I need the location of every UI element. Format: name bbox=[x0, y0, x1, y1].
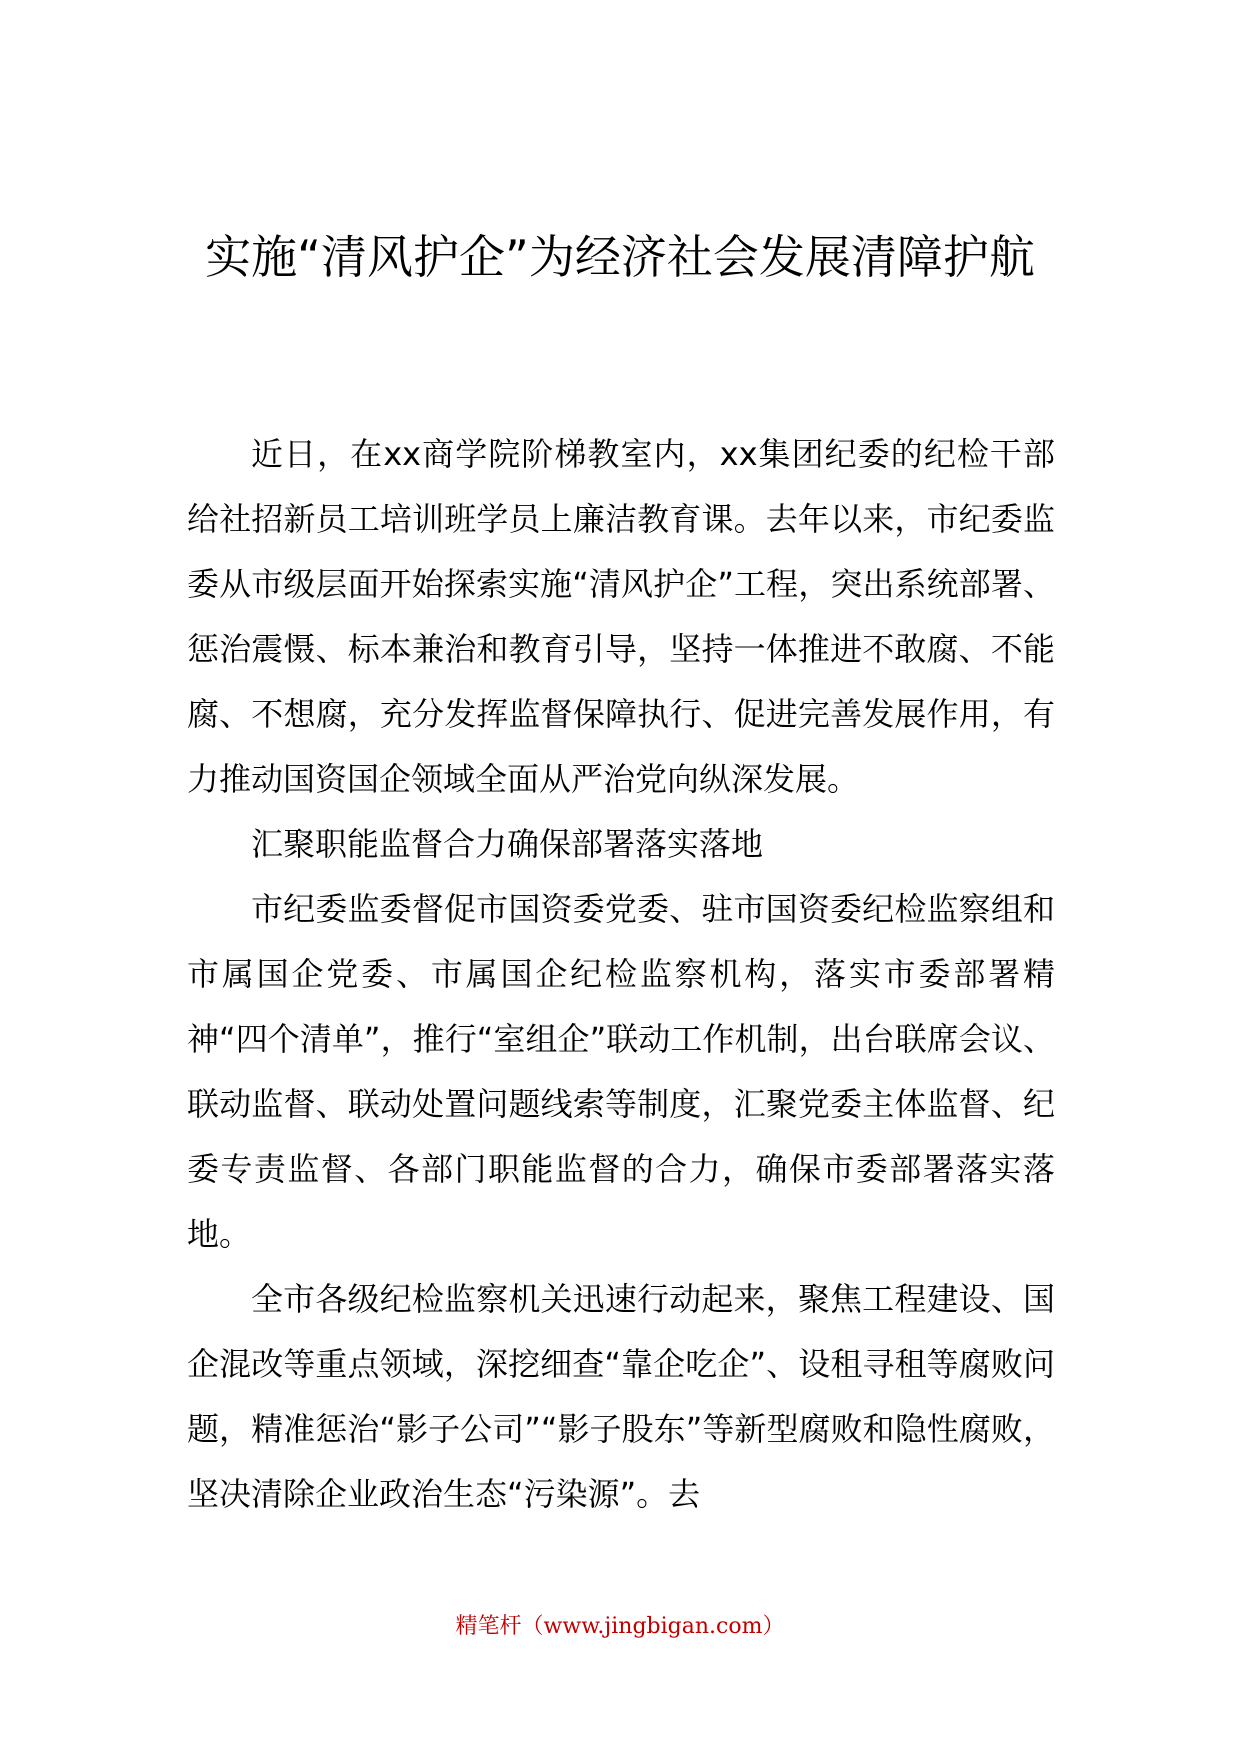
document-title: 实施“清风护企”为经济社会发展清障护航 bbox=[205, 230, 1035, 284]
paragraph-intro: 近日，在xx商学院阶梯教室内，xx集团纪委的纪检干部给社招新员工培训班学员上廉洁教育课。去年以来，市纪委监委从市级层面开始探索实施“清风护企”工程，突出系统部署、惩治震慑、标本兼治和教育引导，坚持一体推进不敢腐、不能腐、不想腐，充分发挥监督保障执行、促进完善发展作用，有力推动国资国企领域全面从严治党向纵深发展。 bbox=[187, 435, 1055, 798]
document-body bbox=[187, 422, 1055, 1527]
paragraph-action: 全市各级纪检监察机关迅速行动起来，聚焦工程建设、国企混改等重点领域，深挖细查“靠企吃企”、设租寻租等腐败问题，精准惩治“影子公司”“影子股东”等新型腐败和隐性腐败，坚决清除企业政治生态“污染源”。去 bbox=[187, 1280, 1055, 1513]
paragraph-supervision: 市纪委监委督促市国资委党委、驻市国资委纪检监察组和市属国企党委、市属国企纪检监察机构，落实市委部署精神“四个清单”，推行“室组企”联动工作机制，出台联席会议、联动监督、联动处置问题线索等制度，汇聚党委主体监督、纪委专责监督、各部门职能监督的合力，确保市委部署落实落地。 bbox=[187, 890, 1055, 1253]
section-heading: 汇聚职能监督合力确保部署落实落地 bbox=[251, 825, 764, 863]
footer-watermark: 精笔杆（www.jingbigan.com） bbox=[455, 1614, 785, 1639]
